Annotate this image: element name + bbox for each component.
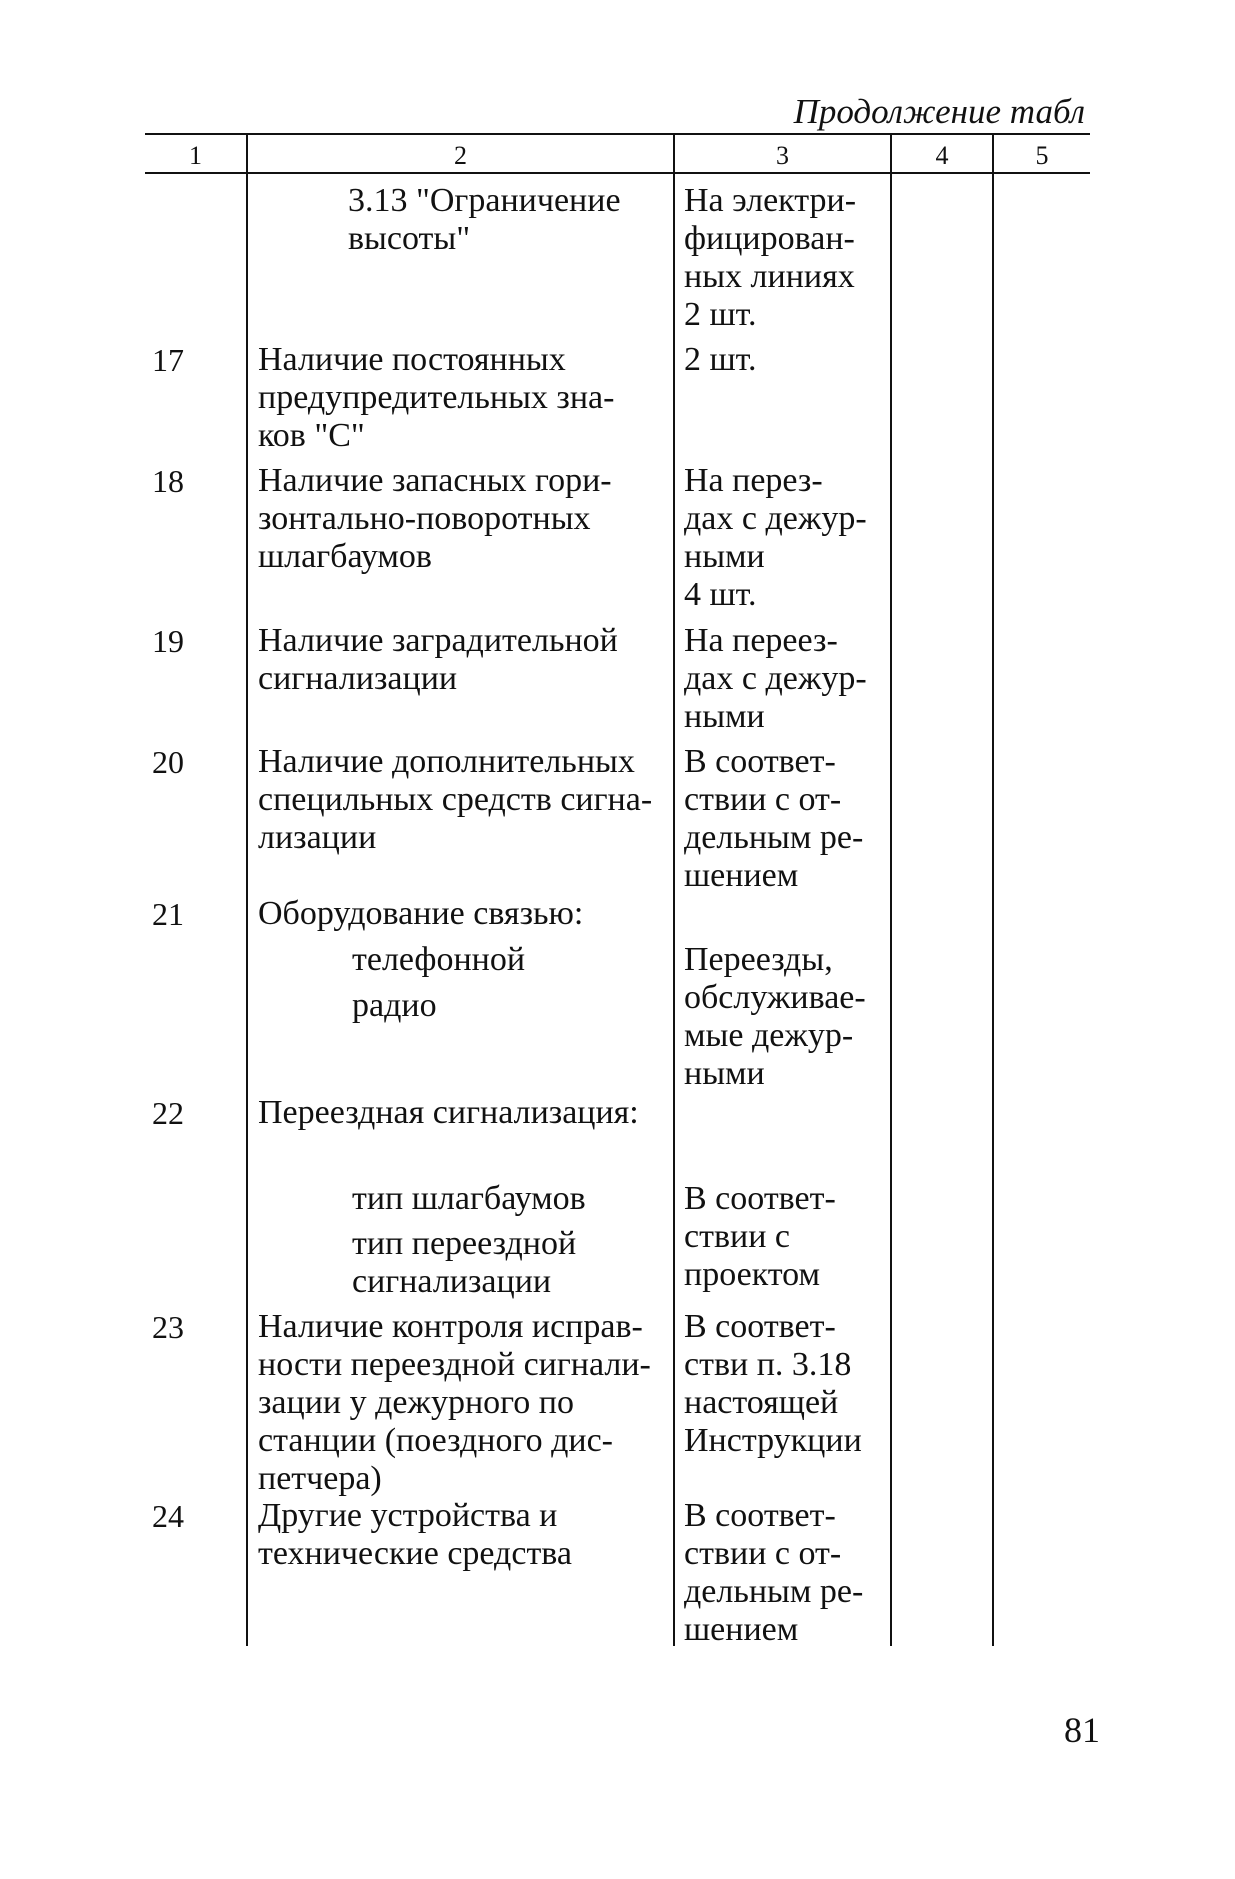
column-number-2: 2: [454, 141, 467, 170]
row-number-24: 24: [152, 1498, 184, 1534]
row-name-21-telephone: телефонной: [352, 941, 526, 978]
column-number-4: 4: [935, 141, 949, 170]
column-divider-4: [992, 133, 994, 1646]
row-name-18: Наличие запасных гори- зонтально-поворотных шлагбаумов: [258, 462, 612, 575]
column-number-5: 5: [1035, 141, 1049, 170]
row-name-17: Наличие постоянных предупредительных зна- ков "С": [258, 341, 615, 454]
row-number-17: 17: [152, 342, 184, 378]
row-name-21: Оборудование связью:: [258, 895, 584, 932]
column-divider-3: [890, 133, 892, 1646]
row-note-23: В соответ- стви п. 3.18 настоящей Инструкции: [684, 1308, 862, 1459]
row-number-18: 18: [152, 463, 184, 499]
row-note-3-13: На электри- фицирован- ных линиях 2 шт.: [684, 182, 857, 333]
table-top-rule: [145, 133, 1090, 135]
row-name-21-radio: радио: [352, 987, 437, 1024]
column-number-1: 1: [189, 141, 202, 170]
row-name-24: Другие устройства и технические средства: [258, 1497, 573, 1572]
row-number-19: 19: [152, 623, 184, 659]
row-note-22: В соответ- ствии с проектом: [684, 1180, 836, 1293]
table-header-rule: [145, 172, 1090, 174]
row-name-22-barrier-type: тип шлагбаумов: [352, 1180, 586, 1217]
row-number-23: 23: [152, 1309, 184, 1345]
row-name-20: Наличие дополнительных специльных средств сигна- лизации: [258, 743, 653, 856]
row-note-19: На переез- дах с дежур- ными: [684, 622, 867, 735]
column-divider-1: [246, 133, 248, 1646]
row-note-24: В соответ- ствии с от- дельным ре- шением: [684, 1497, 864, 1648]
row-note-18: На перез- дах с дежур- ными 4 шт.: [684, 462, 867, 613]
row-note-21: Переезды, обслуживае- мые дежур- ными: [684, 941, 866, 1092]
row-number-21: 21: [152, 896, 184, 932]
column-number-3: 3: [776, 141, 789, 170]
row-name-22-signal-type: тип переездной сигнализации: [352, 1225, 577, 1300]
table-continuation-caption: Продолжение табл: [793, 92, 1085, 131]
row-name-22: Переездная сигнализация:: [258, 1094, 639, 1131]
row-name-19: Наличие заградительной сигнализации: [258, 622, 618, 697]
row-name-23: Наличие контроля исправ- ности переездной сигнали- зации у дежурного по станции (поездного дис- петчера): [258, 1308, 651, 1497]
row-number-20: 20: [152, 744, 184, 780]
row-note-20: В соответ- ствии с от- дельным ре- шением: [684, 743, 864, 894]
row-note-17: 2 шт.: [684, 341, 757, 378]
column-divider-2: [673, 133, 675, 1646]
page-number: 81: [1064, 1710, 1100, 1750]
row-name-3-13: 3.13 "Ограничение высоты": [348, 182, 621, 257]
row-number-22: 22: [152, 1095, 184, 1131]
